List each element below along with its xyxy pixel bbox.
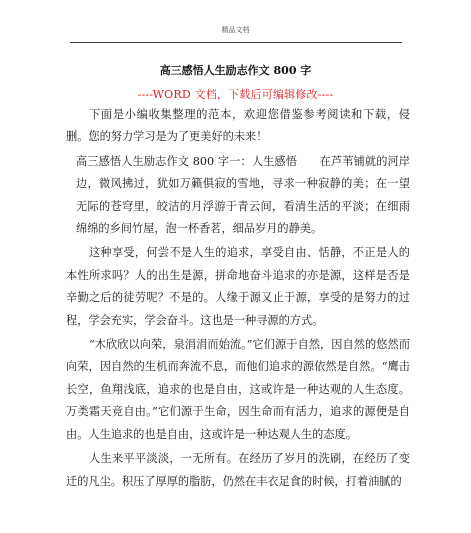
document-title: 高三感悟人生励志作文 800 字 <box>159 64 312 77</box>
paragraph-heading: 高三感悟人生励志作文 800 字一：人生感悟 在芦苇铺就的河岸边，微风拂过，犹如万籁俱寂的雪地，寻求一种寂静的美；在一望无际的苍穹里，皎洁的月浮游于青云间，看清生活的平淡；在细雨绵绵的乡间竹屋，泡一杯香茗，细品岁月的静美。 <box>76 154 410 236</box>
document-subtitle: ----WORD 文档，下载后可编辑修改---- <box>137 88 334 101</box>
paragraph-life: 人生来平平淡淡，一无所有。在经历了岁月的洗刷，在经历了变迁的凡尘。积压了厚厚的脂肪，仍然在丰衣足食的时候，打着油腻的 <box>66 452 410 488</box>
header-divider <box>70 42 402 43</box>
paragraph-pursuit: 这种享受，何尝不是人生的追求，享受自由、恬静，不正是人的本性所求吗？人的出生是源，拼命地奋斗追求的亦是源，这样是否是辛勤之后的徒劳呢？不是的。人缘于源又止于源，享受的是努力的过程，学会充实，学会奋斗。这也是一种寻源的方式。 <box>66 246 410 327</box>
paragraph-quote: “木欣欣以向荣，泉涓涓而始流。”它们源于自然，因自然的悠然而向荣，因自然的生机而奔流不息，而他们追求的源依然是自然。“鹰击长空，鱼翔浅底，追求的也是自由，这或许是一种达观的人生态度。万类霜天竞自由。”它们源于生命，因生命而有活力，追求的源便是自由。人生追求的也是自由，这或许是一种达观人生的态度。 <box>66 338 410 441</box>
document-body <box>66 104 410 495</box>
header-label: 精品文档 <box>221 26 250 34</box>
paragraph-intro: 下面是小编收集整理的范本，欢迎您借鉴参考阅读和下载，侵删。您的努力学习是为了更美好的未来！ <box>66 108 410 144</box>
